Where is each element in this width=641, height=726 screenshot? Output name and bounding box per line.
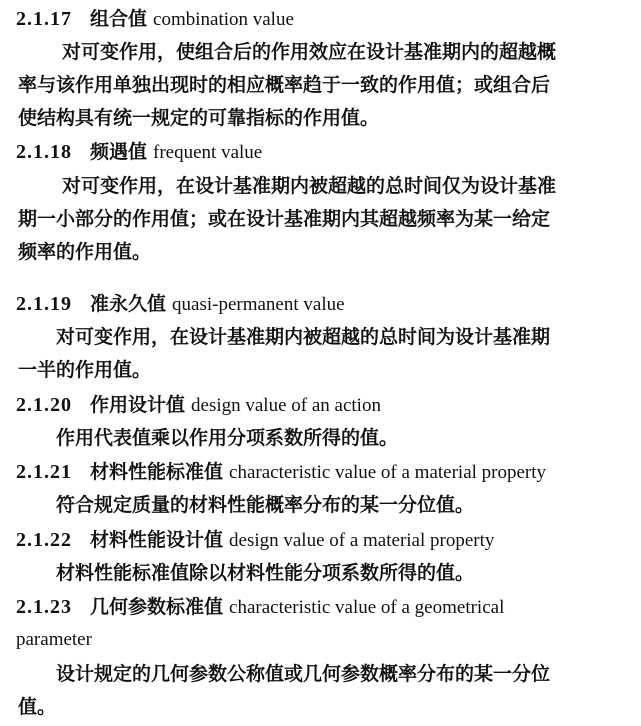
definition-line: 符合规定质量的材料性能概率分布的某一分位值。 [56,494,475,516]
term-title-en: frequent value [153,142,263,163]
term-title-en: combination value [153,9,294,30]
term-heading [16,393,381,418]
term-title-zh: 作用设计值 [90,394,186,416]
term-heading [16,528,494,553]
term-number: 2.1.20 [16,394,72,416]
term-title-en-continuation: parameter [16,629,92,650]
term-number: 2.1.19 [16,293,72,315]
term-title-zh: 几何参数标准值 [90,596,224,618]
term-heading [16,292,345,317]
term-number: 2.1.22 [16,529,72,551]
term-title-en: design value of a material property [229,530,495,551]
definition-line: 期一小部分的作用值；或在设计基准期内其超越频率为某一给定 [18,208,551,230]
definition-line: 材料性能标准值除以材料性能分项系数所得的值。 [56,562,475,584]
term-heading [16,595,504,620]
definition-line: 对可变作用，在设计基准期内被超越的总时间仅为设计基准 [62,175,557,197]
definition-line: 对可变作用，在设计基准期内被超越的总时间为设计基准期 [56,326,551,348]
term-title-en: design value of an action [191,395,381,416]
term-title-en: characteristic value of a material property [229,462,547,483]
term-heading [16,460,546,485]
term-title-zh: 材料性能设计值 [90,529,224,551]
definition-line: 一半的作用值。 [18,359,152,381]
definition-line: 值。 [18,696,57,718]
term-title-en: quasi-permanent value [172,294,345,315]
definition-line: 率与该作用单独出现时的相应概率趋于一致的作用值；或组合后 [18,74,551,96]
definition-line: 频率的作用值。 [18,241,152,263]
definition-line: 对可变作用，使组合后的作用效应在设计基准期内的超越概 [62,41,557,63]
term-title-en: characteristic value of a geometrical [229,597,505,618]
definition-line: 设计规定的几何参数公称值或几何参数概率分布的某一分位 [56,663,551,685]
term-title-zh: 材料性能标准值 [90,461,224,483]
term-title-zh: 组合值 [90,8,148,30]
definition-line: 使结构具有统一规定的可靠指标的作用值。 [18,107,380,129]
term-title-zh: 频遇值 [90,141,148,163]
term-heading [16,140,262,165]
term-number: 2.1.17 [16,8,72,30]
term-number: 2.1.23 [16,596,72,618]
term-number: 2.1.21 [16,461,72,483]
term-title-zh: 准永久值 [90,293,167,315]
term-number: 2.1.18 [16,141,72,163]
definition-line: 作用代表值乘以作用分项系数所得的值。 [56,427,399,449]
term-heading [16,7,294,32]
